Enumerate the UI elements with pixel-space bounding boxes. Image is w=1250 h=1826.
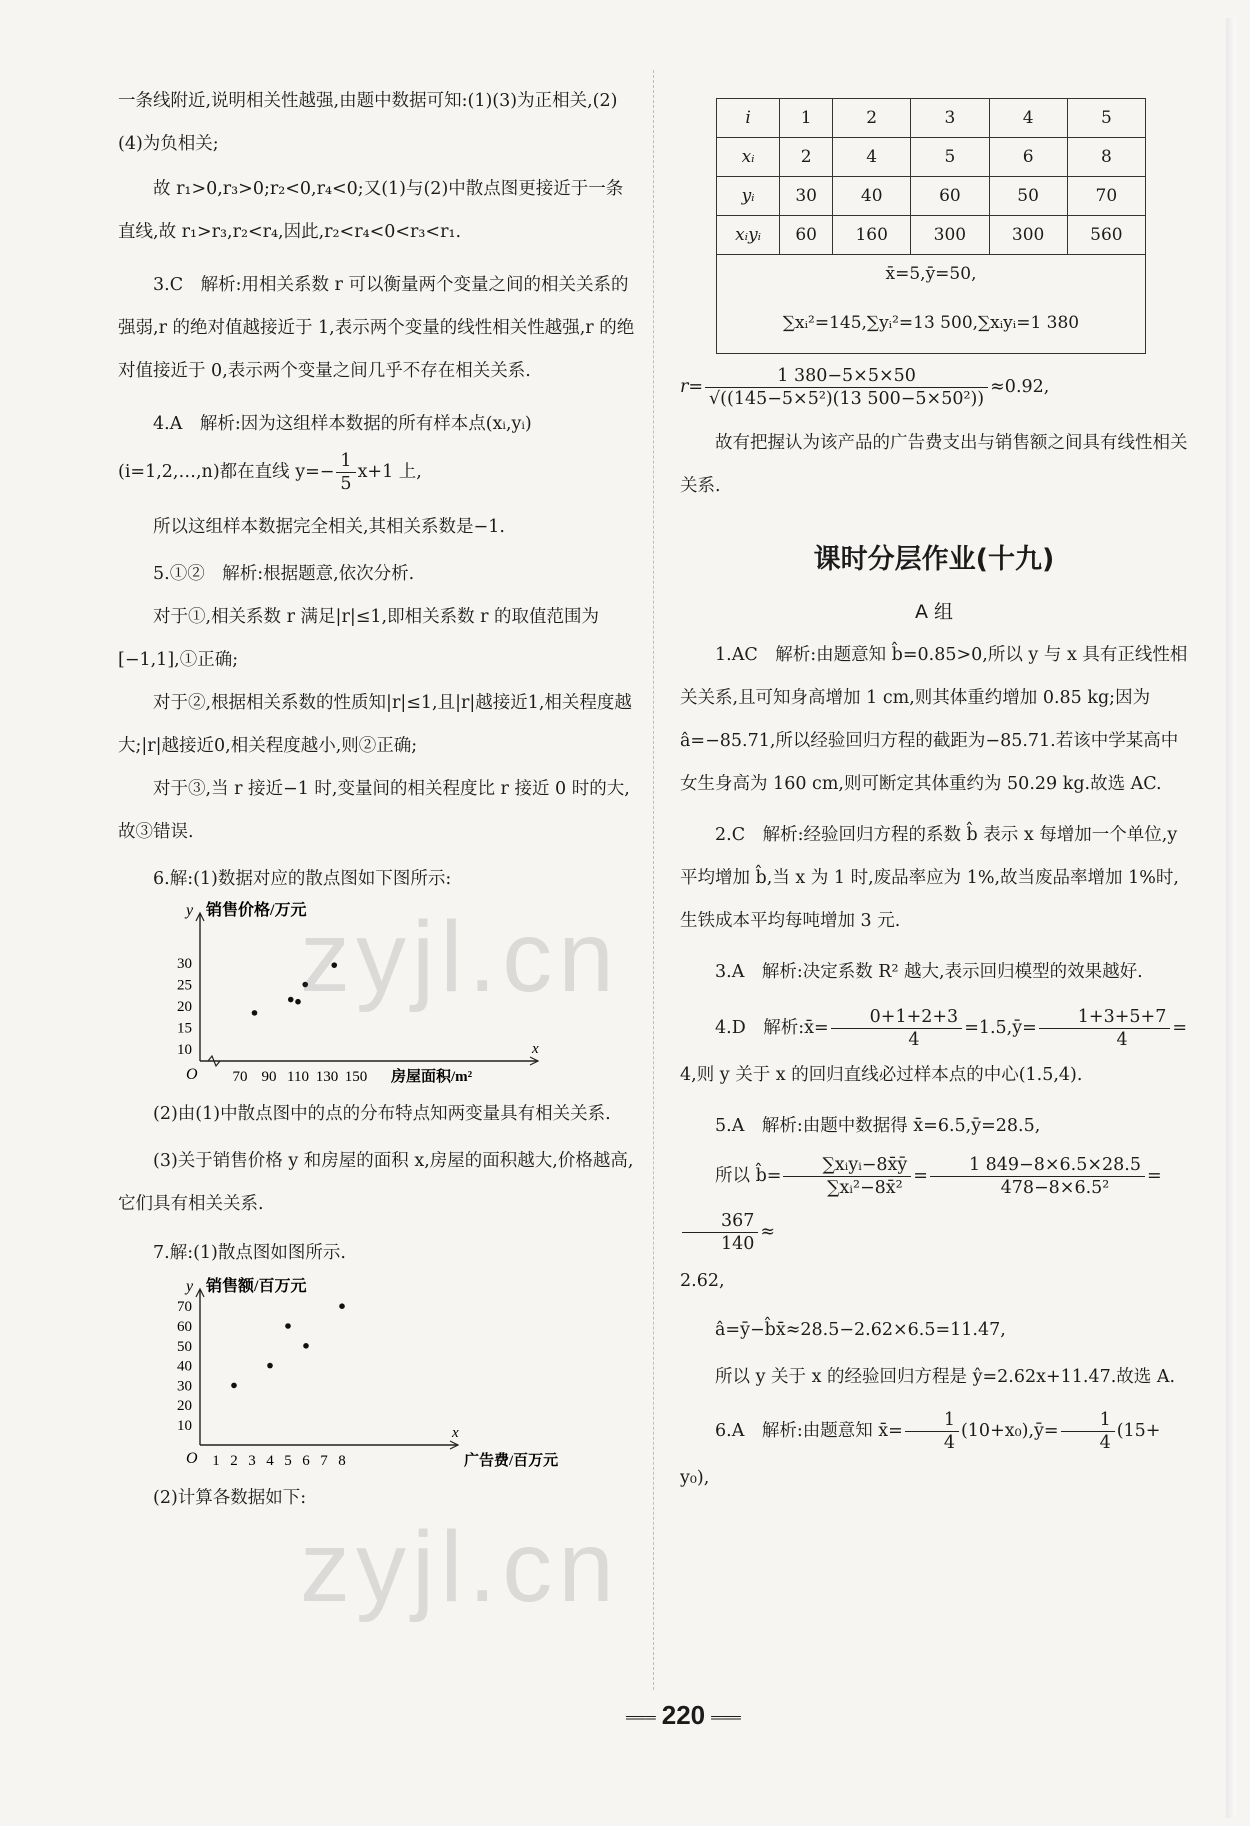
table-cell: 300 — [989, 216, 1067, 255]
answer-7: 7.解:(1)散点图如图所示. — [153, 1243, 346, 1263]
answer-3: 3.A 解析:决定系数 R² 越大,表示回归模型的效果越好. — [715, 962, 1143, 982]
y-tick-label: 30 — [177, 956, 192, 972]
numerator: 1 — [905, 1409, 959, 1432]
y-axis-symbol: y — [186, 1278, 194, 1295]
numerator: 367 — [682, 1210, 758, 1233]
fraction — [336, 450, 355, 495]
table-cell: 40 — [833, 177, 911, 216]
paragraph: 对于②,根据相关系数的性质知|r|≤1,且|r|越接近1,相关程度越大;|r|越接近0,相关程度越小,则②正确; — [118, 693, 632, 756]
x-tick-label: 3 — [248, 1453, 256, 1469]
answer-4-line — [118, 446, 638, 498]
paragraph: y₀), — [680, 1468, 710, 1488]
paragraph: 2.62, — [680, 1271, 725, 1291]
data-point — [267, 1363, 273, 1369]
table-cell: 4 — [989, 99, 1067, 138]
x-tick-label: 4 — [266, 1453, 274, 1469]
answer-3: 3.C 解析:用相关系数 r 可以衡量两个变量之间的相关关系的强弱,r 的绝对值越接近于 1,表示两个变量的线性相关性越强,r 的绝对值接近于 0,表示两个变量之间几乎不存在相关关系. — [118, 275, 635, 381]
y-tick-label: 50 — [177, 1338, 192, 1355]
x-tick-label: 6 — [302, 1453, 310, 1469]
fraction — [831, 1006, 963, 1051]
table-row — [717, 138, 1146, 177]
table-cell: 5 — [911, 138, 989, 177]
text: r= — [680, 377, 704, 397]
numerator: 0+1+2+3 — [831, 1006, 963, 1029]
data-point — [303, 1343, 309, 1349]
x-tick-label: 150 — [344, 1069, 368, 1085]
fraction — [682, 1210, 758, 1255]
data-point — [252, 1010, 258, 1016]
denominator: √((145−5×5²)(13 500−5×50²)) — [709, 389, 985, 409]
text: (10+x₀),ȳ= — [960, 1421, 1059, 1441]
paragraph: 一条线附近,说明相关性越强,由题中数据可知:(1)(3)为正相关,(2)(4)为负相关; — [118, 91, 618, 154]
table-cell: 50 — [989, 177, 1067, 216]
r-formula — [680, 360, 1188, 414]
origin-label: O — [186, 1066, 198, 1083]
group-heading: A 组 — [914, 601, 954, 623]
data-point — [288, 997, 294, 1003]
x-axis-label: 房屋面积/m² — [391, 1069, 473, 1085]
paragraph: 故 r₁>0,r₃>0;r₂<0,r₄<0;又(1)与(2)中散点图更接近于一条直线,故 r₁>r₃,r₂<r₄,因此,r₂<r₄<0<r₃<r₁. — [118, 179, 624, 242]
data-point — [231, 1383, 237, 1389]
x-tick-label: 2 — [230, 1453, 238, 1469]
text: (i=1,2,…,n)都在直线 y=− — [118, 462, 335, 482]
table-cell: 8 — [1067, 138, 1145, 177]
answer-6: 6.解:(1)数据对应的散点图如下图所示: — [153, 869, 452, 889]
table-row — [717, 216, 1146, 255]
column-divider — [653, 70, 654, 1690]
x-tick-label: 7 — [320, 1453, 328, 1469]
denominator: 4 — [908, 1030, 920, 1050]
numerator: 1+3+5+7 — [1039, 1006, 1171, 1029]
text: 4.D 解析:x̄= — [715, 1018, 829, 1038]
answer-5: 5.A 解析:由题中数据得 x̄=6.5,ȳ=28.5, — [715, 1116, 1041, 1136]
table-cell: 60 — [780, 216, 833, 255]
table-cell: 300 — [911, 216, 989, 255]
paragraph: (2)由(1)中散点图中的点的分布特点知两变量具有相关关系. — [153, 1104, 611, 1124]
y-tick-label: 70 — [177, 1299, 192, 1316]
numerator: 1 380−5×5×50 — [705, 365, 988, 388]
table-cell: 30 — [780, 177, 833, 216]
table-cell: 2 — [780, 138, 833, 177]
table-cell: 3 — [911, 99, 989, 138]
fraction — [930, 1154, 1145, 1199]
x-tick-label: 1 — [212, 1453, 220, 1469]
scatter-chart-advertising — [158, 1275, 578, 1475]
denominator: 5 — [340, 474, 352, 494]
denominator: 140 — [721, 1234, 755, 1254]
left-column — [118, 80, 638, 1520]
text: =1.5,ȳ= — [964, 1018, 1037, 1038]
table-cell: 70 — [1067, 177, 1145, 216]
x-tick-label: 130 — [315, 1069, 339, 1085]
data-point — [285, 1323, 291, 1329]
text: (15+ — [1116, 1421, 1161, 1441]
numerator: 1 — [1061, 1409, 1115, 1432]
x-tick-label: 110 — [287, 1069, 309, 1085]
denominator: 478−8×6.5² — [1000, 1178, 1110, 1198]
answer-4: 4.A 解析:因为这组样本数据的所有样本点(xᵢ,yᵢ) — [153, 414, 532, 434]
fraction — [1039, 1006, 1171, 1051]
answer-2: 2.C 解析:经验回归方程的系数 b̂ 表示 x 每增加一个单位,y 平均增加 b̂,当 x 为 1 时,废品率应为 1%,故当废品率增加 1%时,生铁成本平均每吨增加 3 元. — [680, 825, 1179, 931]
x-tick-label: 70 — [232, 1069, 248, 1085]
y-axis-symbol: y — [186, 902, 194, 919]
text: ≈0.92, — [990, 377, 1050, 397]
table-cell: 4 — [833, 138, 911, 177]
paragraph: (3)关于销售价格 y 和房屋的面积 x,房屋的面积越大,价格越高,它们具有相关关系. — [118, 1151, 634, 1214]
y-tick-label: 25 — [177, 977, 192, 994]
x-axis-symbol: x — [532, 1041, 539, 1057]
answer-1: 1.AC 解析:由题意知 b̂=0.85>0,所以 y 与 x 具有正线性相关关系,且可知身高增加 1 cm,则其体重约增加 0.85 kg;因为 â=−85.71,所以经验回归方程的截距为−85.71.若该中学某高中女生身高为 160 cm,则可断定其体重约为 50.29 kg.故选 AC. — [680, 645, 1188, 794]
answer-4 — [680, 1002, 1188, 1054]
paragraph: (2)计算各数据如下: — [153, 1488, 307, 1508]
y-tick-label: 10 — [177, 1418, 192, 1434]
paragraph: 4,则 y 关于 x 的回归直线必过样本点的中心(1.5,4). — [680, 1065, 1083, 1085]
x-tick-label: 5 — [284, 1453, 292, 1469]
denominator: ∑xᵢ²−8x̄² — [827, 1178, 903, 1198]
watermark: zyjl.cn — [300, 901, 620, 1013]
fraction — [783, 1154, 911, 1199]
table-cell: 60 — [911, 177, 989, 216]
answer-5: 5.①② 解析:根据题意,依次分析. — [153, 564, 415, 584]
right-column — [680, 92, 1188, 1500]
table-row — [717, 255, 1146, 294]
table-cell: 560 — [1067, 216, 1145, 255]
y-tick-label: 10 — [177, 1042, 192, 1058]
table-cell: i — [717, 99, 780, 138]
y-tick-label: 20 — [177, 1398, 192, 1415]
table-cell-means: x̄=5,ȳ=50, — [717, 255, 1146, 294]
paragraph: 所以这组样本数据完全相关,其相关系数是−1. — [153, 517, 505, 537]
table-row — [717, 177, 1146, 216]
table-row — [717, 293, 1146, 354]
text: x+1 上, — [357, 462, 422, 482]
table-cell: 1 — [780, 99, 833, 138]
answer-6 — [680, 1405, 1188, 1457]
table-cell: 160 — [833, 216, 911, 255]
y-axis-label: 销售额/百万元 — [206, 1278, 307, 1295]
numerator: 1 849−8×6.5×28.5 — [930, 1154, 1145, 1177]
fraction — [905, 1409, 959, 1454]
y-tick-label: 60 — [177, 1319, 192, 1335]
paragraph: â=ȳ−b̂x̄≈28.5−2.62×6.5=11.47, — [715, 1320, 1006, 1340]
x-tick-label: 90 — [261, 1069, 277, 1085]
y-tick-label: 15 — [177, 1020, 192, 1037]
fraction — [705, 365, 988, 410]
x-axis-symbol: x — [452, 1425, 459, 1441]
y-tick-label: 40 — [177, 1358, 192, 1375]
y-axis-label: 销售价格/万元 — [206, 902, 307, 919]
table-row — [717, 99, 1146, 138]
table-cell: xᵢ — [717, 138, 780, 177]
denominator: 4 — [1099, 1433, 1111, 1453]
page-number: ═══ 220 ═══ — [620, 1700, 747, 1731]
paragraph: 对于③,当 r 接近−1 时,变量间的相关程度比 r 接近 0 时的大,故③错误. — [118, 779, 630, 842]
x-axis-label: 广告费/百万元 — [464, 1453, 559, 1469]
section-title: 课时分层作业(十九) — [813, 544, 1055, 575]
denominator: 4 — [943, 1433, 955, 1453]
paragraph: 故有把握认为该产品的广告费支出与销售额之间具有线性相关关系. — [680, 433, 1188, 496]
text: = — [1172, 1018, 1187, 1038]
x-tick-label: 8 — [338, 1453, 346, 1469]
table-cell: 2 — [833, 99, 911, 138]
data-point — [339, 1303, 345, 1309]
watermark: zyjl.cn — [300, 1511, 620, 1623]
numerator: ∑xᵢyᵢ−8x̄ȳ — [783, 1154, 911, 1177]
numerator: 1 — [336, 450, 355, 473]
fraction — [1061, 1409, 1115, 1454]
y-tick-label: 30 — [177, 1378, 192, 1395]
data-table — [716, 98, 1146, 354]
paragraph: 所以 y 关于 x 的经验回归方程是 ŷ=2.62x+11.47.故选 A. — [715, 1367, 1176, 1387]
table-cell-sums: ∑xᵢ²=145,∑yᵢ²=13 500,∑xᵢyᵢ=1 380 — [717, 293, 1146, 354]
origin-label: O — [186, 1450, 198, 1467]
denominator: 4 — [1116, 1030, 1128, 1050]
text: 所以 b̂= — [715, 1166, 782, 1186]
table-cell: xᵢyᵢ — [717, 216, 780, 255]
text: 6.A 解析:由题意知 x̄= — [715, 1421, 903, 1441]
answer-5-formula: 所以 b̂= $\frac{\text{∑xᵢyᵢ−8x̄ȳ}}{\text{∑xᵢ²−8x̄²}}$ = $\frac{1 849-8\times 6.5\times 28.5}{\text{478−8×6.5²}}$ = $\frac{367}{140}$ ≈ — [680, 1148, 1188, 1260]
table-cell: 6 — [989, 138, 1067, 177]
y-tick-label: 20 — [177, 999, 192, 1015]
paragraph: 对于①,相关系数 r 满足|r|≤1,即相关系数 r 的取值范围为[−1,1],①正确; — [118, 607, 600, 670]
table-cell: 5 — [1067, 99, 1145, 138]
table-cell: yᵢ — [717, 177, 780, 216]
page-edge-shadow — [1226, 18, 1236, 1818]
